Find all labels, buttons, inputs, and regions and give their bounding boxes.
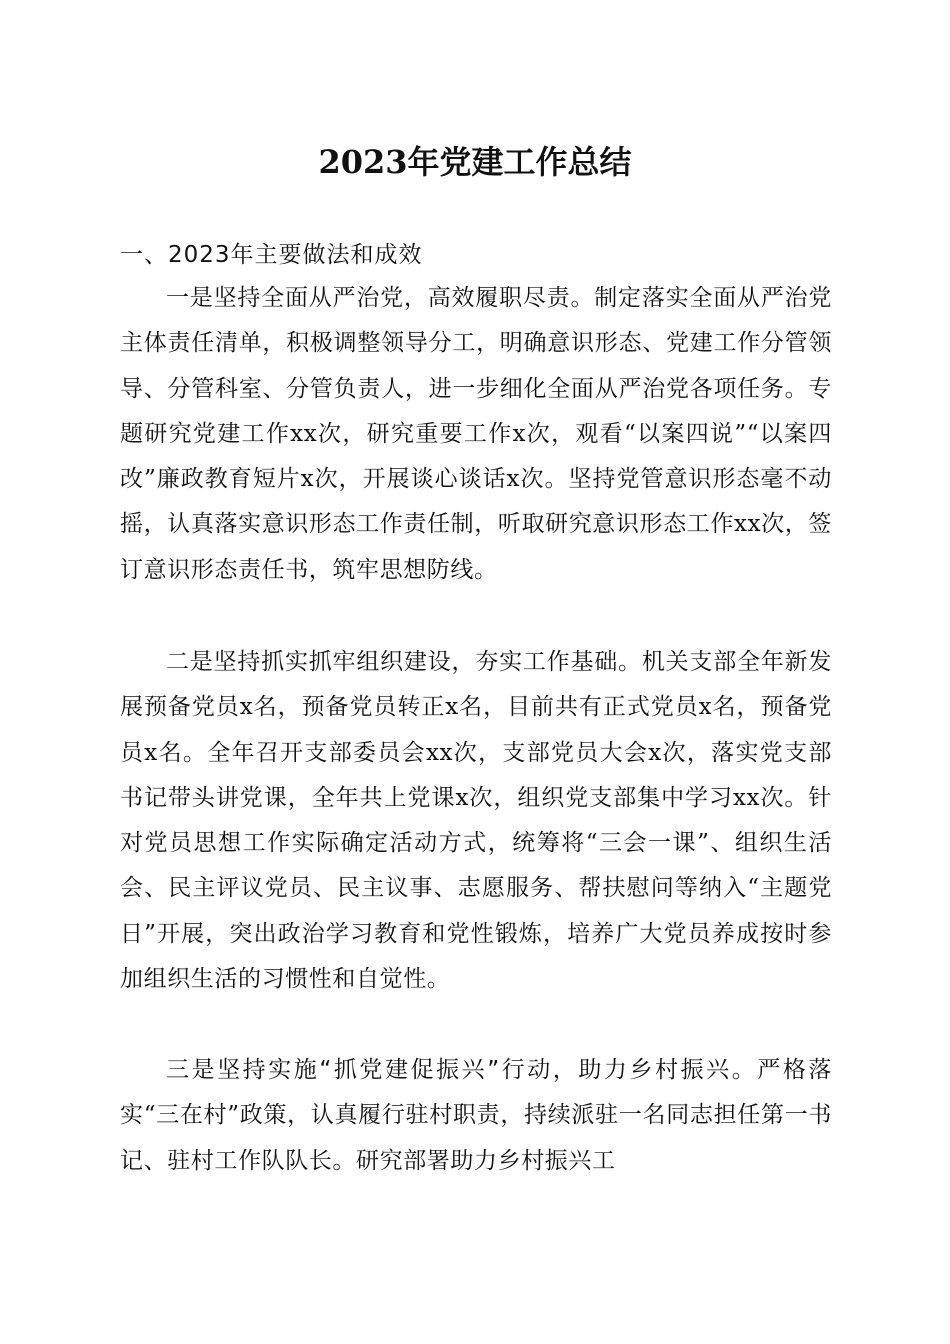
paragraph-3	[120, 1048, 832, 1184]
paragraph-1-lead: 一是坚持全面从严治党，高效履职尽责。	[166, 285, 595, 311]
paragraph-3-lead: 三是坚持实施“抓党建促振兴”行动，助力乡村振兴。	[166, 1057, 758, 1083]
paragraph-1-text: 制定落实全面从严治党主体责任清单，积极调整领导分工，明确意识形态、党建工作分管领导、分管科室、分管负责人，进一步细化全面从严治党各项任务。专题研究党建工作xx次，研究重要工作x次，观看“以案四说”“以案四改”廉政教育短片x次，开展谈心谈话x次。坚持党管意识形态毫不动摇，认真落实意识形态工作责任制，听取研究意识形态工作xx次，签订意识形态责任书，筑牢思想防线。	[120, 285, 832, 583]
paragraph-2-text: 机关支部全年新发展预备党员x名，预备党员转正x名，目前共有正式党员x名，预备党员x名。全年召开支部委员会xx次，支部党员大会x次，落实党支部书记带头讲党课，全年共上党课x次，组织党支部集中学习xx次。针对党员思想工作实际确定活动方式，统筹将“三会一课”、组织生活会、民主评议党员、民主议事、志愿服务、帮扶慰问等纳入“主题党日”开展，突出政治学习教育和党性锻炼，培养广大党员养成按时参加组织生活的习惯性和自觉性。	[120, 649, 832, 993]
paragraph-2-lead: 二是坚持抓实抓牢组织建设，夯实工作基础。	[166, 649, 642, 675]
paragraph-1	[120, 276, 832, 593]
paragraph-2	[120, 640, 832, 1002]
paragraph-3-text: 严格落实“三在村”政策，认真履行驻村职责，持续派驻一名同志担任第一书记、驻村工作队队长。研究部署助力乡村振兴工	[120, 1057, 832, 1174]
section-heading: 一、2023年主要做法和成效	[120, 242, 423, 268]
document-title: 2023年党建工作总结	[318, 143, 632, 181]
